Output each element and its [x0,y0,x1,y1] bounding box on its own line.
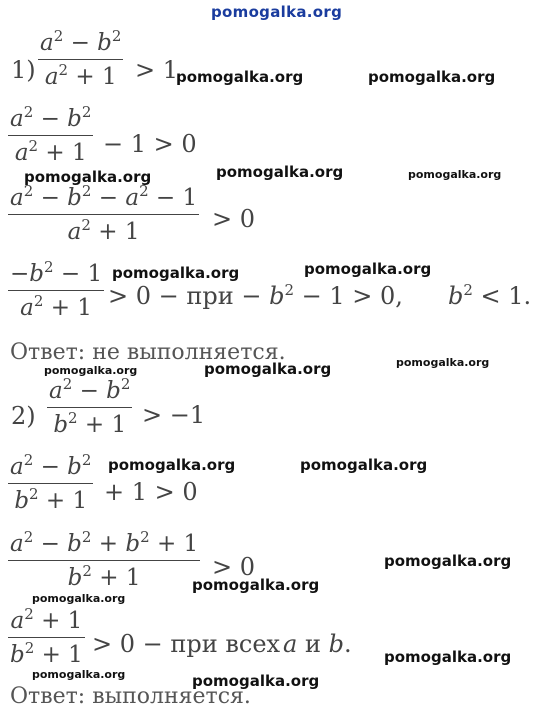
numerator: $a^2 + 1$ [10,605,83,634]
watermark: pomogalka.org [112,264,240,282]
numerator: $a^2 - b^2$ [10,451,92,480]
watermark: pomogalka.org [384,648,512,666]
denominator: $b^2 + 1$ [53,409,127,438]
part1-relation-2: − 1 > 0 [103,130,197,158]
part2-relation-2: + 1 > 0 [104,478,198,506]
watermark: pomogalka.org [24,168,152,186]
part2-fraction-4 [8,605,85,668]
watermark: pomogalka.org [32,668,126,681]
part2-relation-3: > 0 [212,553,256,581]
numerator: $-b^2 - 1$ [10,258,103,287]
denominator: $b^2 + 1$ [14,485,88,514]
watermark: pomogalka.org [216,163,344,181]
part1-fraction-2 [8,103,93,166]
watermark: pomogalka.org [300,456,428,474]
part2-relation-4: > 0 − при всех [92,630,281,658]
numerator: $a^2 - b^2 + b^2 + 1$ [10,528,199,557]
numerator: $a^2 - b^2$ [49,375,131,404]
part1-relation-4: > 0 − при − $b^2 - 1 > 0$, [108,281,403,310]
part1-relation-1: > 1 [135,56,179,84]
numerator: $a^2 - b^2 - a^2 - 1$ [10,182,198,211]
part1-answer: Ответ: не выполняется. [10,340,286,365]
site-watermark: pomogalka.org [211,3,343,21]
denominator: $a^2 + 1$ [44,61,117,90]
part1-fraction-1 [38,27,123,90]
watermark: pomogalka.org [192,576,320,594]
watermark: pomogalka.org [368,68,496,86]
numerator: $a^2 - b^2$ [40,27,122,56]
watermark: pomogalka.org [396,356,490,369]
watermark: pomogalka.org [384,552,512,570]
watermark: pomogalka.org [108,456,236,474]
part1-fraction-4 [8,258,104,321]
watermark: pomogalka.org [304,260,432,278]
numerator: $a^2 - b^2$ [10,103,92,132]
part1-number: 1) [11,56,36,84]
part2-variables: a и b. [283,630,352,658]
part1-relation-3: > 0 [212,205,256,233]
part2-fraction-3 [8,528,200,591]
part1-fraction-3 [8,182,199,245]
watermark: pomogalka.org [192,672,320,690]
denominator: $b^2 + 1$ [67,562,141,591]
watermark: pomogalka.org [32,592,126,605]
watermark: pomogalka.org [408,168,502,181]
denominator: $b^2 + 1$ [10,639,83,668]
watermark: pomogalka.org [204,360,332,378]
part2-number: 2) [11,402,36,430]
part2-relation-1: > −1 [142,401,206,429]
denominator: $a^2 + 1$ [20,292,92,321]
part2-answer: Ответ: выполняется. [10,684,251,709]
part2-fraction-1 [47,375,132,438]
part2-fraction-2 [8,451,93,514]
denominator: $a^2 + 1$ [14,137,87,166]
part1-condition: $b^2 < 1$. [448,281,532,310]
watermark: pomogalka.org [44,364,138,377]
watermark: pomogalka.org [176,68,304,86]
denominator: $a^2 + 1$ [67,216,140,245]
